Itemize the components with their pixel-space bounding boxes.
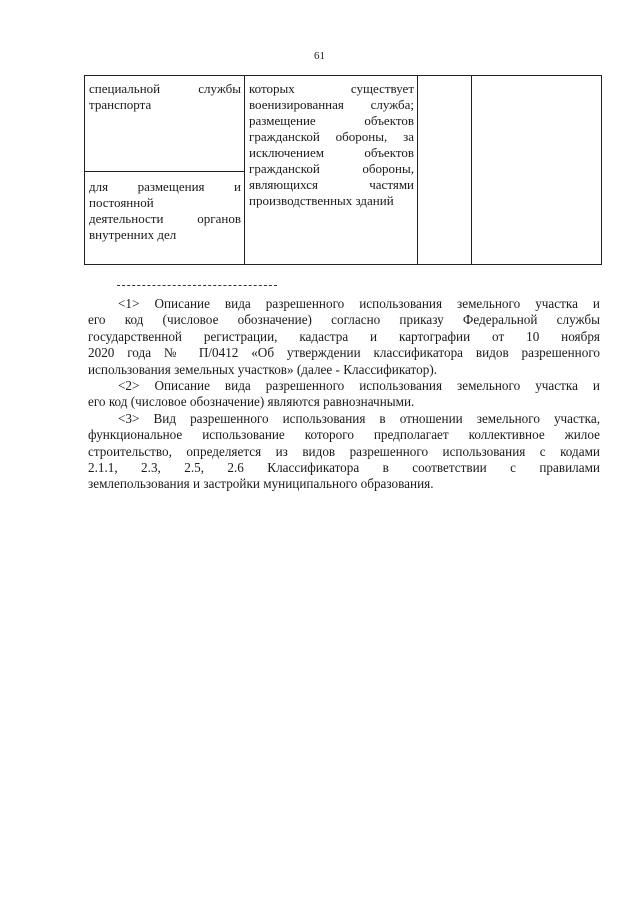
- footnote-line: его код (числовое обозначение) согласно приказу Федеральной службы: [88, 312, 600, 328]
- table-column-divider: [471, 75, 472, 265]
- table-cell-purpose-bottom: [89, 179, 241, 243]
- footnote-line: государственной регистрации, кадастра и картографии от 10 ноября: [88, 328, 600, 344]
- footnote-2: [88, 378, 600, 411]
- table-cell-description: [249, 81, 414, 209]
- footnotes: [88, 296, 600, 493]
- table-border-left: [84, 75, 85, 265]
- cell-line: размещение объектов: [249, 113, 414, 128]
- table-row-divider: [84, 171, 245, 172]
- cell-line: специальной службы: [89, 81, 241, 96]
- table-border-bottom: [84, 264, 602, 265]
- cell-line: военизированная служба;: [249, 97, 414, 112]
- footnote-line: функциональное использование которого предполагает коллективное жилое: [88, 427, 600, 443]
- footnote-line: строительство, определяется из видов разрешенного использования с кодами: [88, 443, 600, 459]
- footnote-3: [88, 411, 600, 493]
- cell-line: исключением объектов: [249, 145, 414, 160]
- cell-line: гражданской обороны,: [249, 161, 414, 176]
- table-cell-purpose-top: [89, 81, 241, 113]
- table-border-right: [601, 75, 602, 265]
- cell-line: деятельности органов: [89, 211, 241, 226]
- footnote-line: использования земельных участков» (далее - Классификатор).: [88, 361, 438, 377]
- cell-line: которых существует: [249, 81, 414, 96]
- table-border-top: [84, 75, 602, 76]
- footnote-line: <1> Описание вида разрешенного использования земельного участка и: [118, 296, 600, 311]
- cell-line: производственных зданий: [249, 193, 394, 208]
- cell-line: постоянной: [89, 195, 154, 210]
- footnote-line: <2> Описание вида разрешенного использования земельного участка и: [118, 378, 600, 394]
- footnote-separator: [117, 285, 277, 286]
- cell-line: для размещения и: [89, 179, 241, 194]
- footnote-line: его код (числовое обозначение) являются равнозначными.: [88, 394, 415, 410]
- cell-line: гражданской обороны, за: [249, 129, 414, 144]
- footnote-line: 2020 года № П/0412 «Об утверждении классификатора видов разрешенного: [88, 345, 600, 361]
- land-use-table: [84, 75, 602, 265]
- table-column-divider: [244, 75, 245, 265]
- cell-line: транспорта: [89, 97, 152, 112]
- table-column-divider: [417, 75, 418, 265]
- cell-line: являющихся частями: [249, 177, 414, 192]
- page-number: 61: [314, 50, 325, 62]
- footnote-1: [88, 296, 600, 378]
- footnote-line: 2.1.1, 2.3, 2.5, 2.6 Классификатора в соответствии с правилами: [88, 460, 600, 476]
- footnote-line: землепользования и застройки муниципального образования.: [88, 476, 434, 492]
- footnote-line: <3> Вид разрешенного использования в отношении земельного участка,: [118, 410, 600, 426]
- cell-line: внутренних дел: [89, 227, 177, 242]
